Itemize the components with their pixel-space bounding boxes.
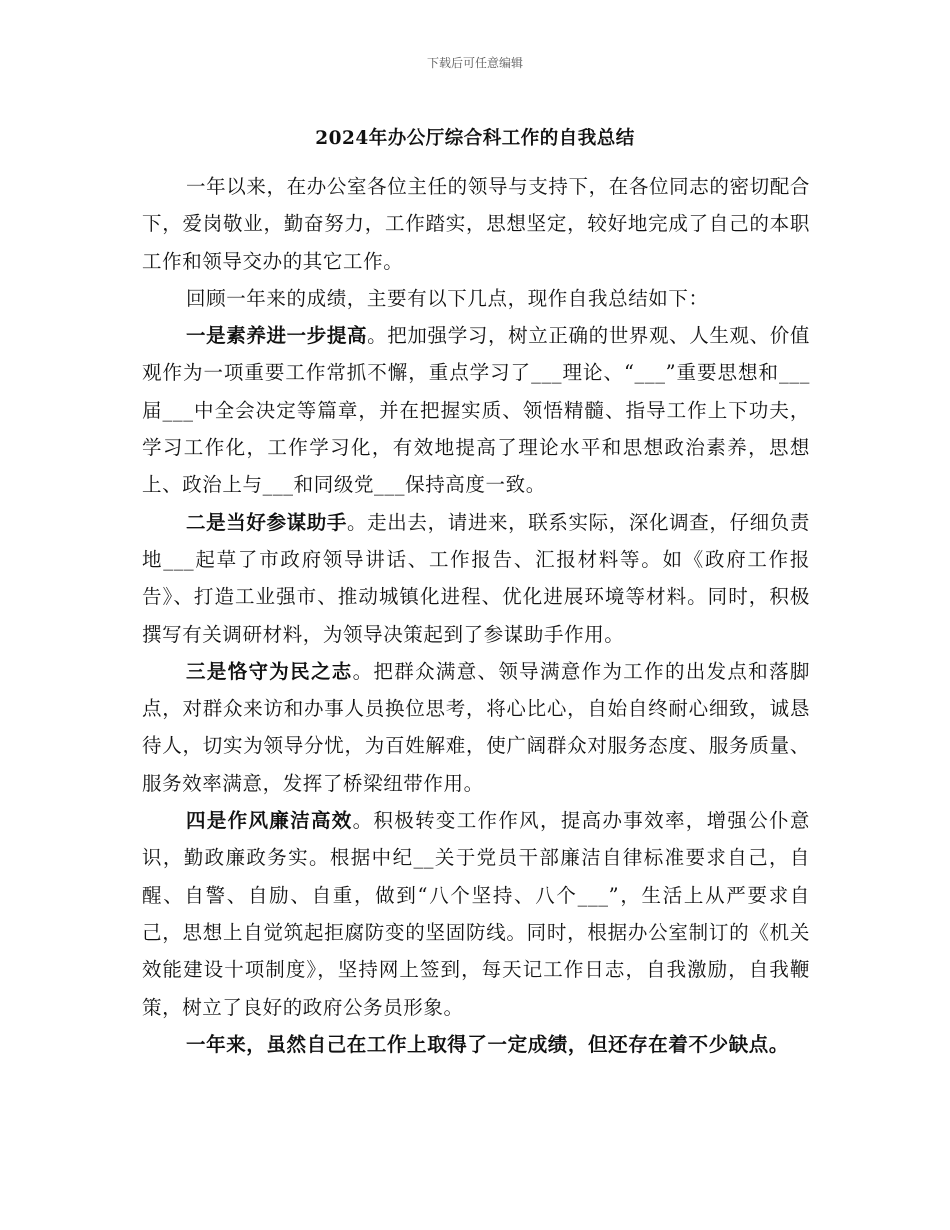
paragraph-intro-text: 一年以来，在办公室各位主任的领导与支持下，在各位同志的密切配合下，爱岗敬业，勤奋努力，工作踏实，思想坚定，较好地完成了自己的本职工作和领导交办的其它工作。 [142,175,810,273]
paragraph-review-text: 回顾一年来的成绩，主要有以下几点，现作自我总结如下： [186,286,709,310]
page-header-note: 下载后可任意编辑 [426,56,523,70]
paragraph-point-3 [142,653,810,802]
paragraph-point-1 [142,317,810,503]
paragraph-point-3-heading: 三是恪守为民之志 [186,659,353,683]
paragraph-point-2-text: 。走出去，请进来，联系实际，深化调查，仔细负责地___起草了市政府领导讲话、工作报告、汇报材料等。如《政府工作报告》、打造工业强市、推动城镇化进程、优化进展环境等材料。同时，积极撰写有关调研材料，为领导决策起到了参谋助手作用。 [142,510,810,646]
paragraph-point-2-heading: 二是当好参谋助手 [186,510,348,534]
paragraph-point-2 [142,504,810,653]
paragraph-review [142,280,810,317]
paragraph-point-4 [142,802,810,1026]
document-body [142,168,810,1063]
paragraph-shortcomings [142,1026,810,1063]
paragraph-point-1-heading: 一是素养进一步提高 [186,324,368,348]
paragraph-point-4-text: 。积极转变工作作风，提高办事效率，增强公仆意识，勤政廉政务实。根据中纪__关于党员干部廉洁自律标准要求自己，自醒、自警、自励、自重，做到“八个坚持、八个___”，生活上从严要求自己，思想上自觉筑起拒腐防变的坚固防线。同时，根据办公室制订的《机关效能建设十项制度》，坚持网上签到，每天记工作日志，自我激励，自我鞭策，树立了良好的政府公务员形象。 [142,809,810,1019]
paragraph-point-3-text: 。把群众满意、领导满意作为工作的出发点和落脚点，对群众来访和办事人员换位思考，将心比心，自始自终耐心细致，诚恳待人，切实为领导分忧，为百姓解难，使广阔群众对服务态度、服务质量、服务效率满意，发挥了桥梁纽带作用。 [142,659,810,795]
paragraph-intro [142,168,810,280]
paragraph-shortcomings-heading: 一年来，虽然自己在工作上取得了一定成绩，但还存在着不少缺点。 [186,1032,790,1056]
paragraph-point-1-text: 。把加强学习，树立正确的世界观、人生观、价值观作为一项重要工作常抓不懈，重点学习了___理论、“___”重要思想和___届___中全会决定等篇章，并在把握实质、领悟精髓、指导工作上下功夫，学习工作化，工作学习化，有效地提高了理论水平和思想政治素养，思想上、政治上与___和同级党___保持高度一致。 [142,324,810,497]
paragraph-point-4-heading: 四是作风廉洁高效 [186,809,353,833]
document-title: 2024年办公厅综合科工作的自我总结 [315,128,635,149]
